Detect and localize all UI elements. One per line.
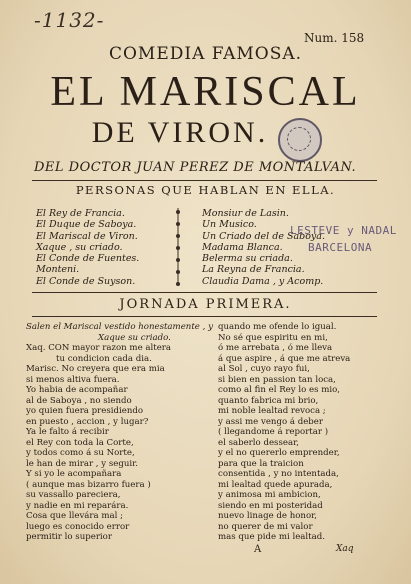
verse-line: al de Saboya , no siendo	[26, 395, 132, 406]
verse-line: y assi me vengo á deber	[218, 416, 323, 427]
verse-line: el Rey con toda la Corte,	[26, 437, 134, 448]
cast-member: Un Criado del de Saboya.	[202, 230, 325, 242]
verse-line: mi noble lealtad revoca ;	[218, 406, 326, 416]
cast-list-right	[202, 208, 325, 287]
verse-line: quanto fabrica mi brio,	[218, 395, 319, 406]
divider	[32, 292, 377, 293]
verse-line: ó me arrebata , ó me lleva	[218, 343, 333, 353]
cast-member: Madama Blanca.	[202, 241, 283, 253]
cast-member: Claudia Dama , y Acomp.	[202, 275, 324, 287]
verse-column-left	[26, 322, 213, 543]
verse-line: quando me ofende lo igual.	[218, 322, 337, 332]
catchword: Xaq	[336, 544, 354, 554]
cast-member: Belerma su criada.	[202, 253, 293, 265]
verse-line: luego es conocido error	[26, 521, 130, 532]
divider	[32, 180, 377, 181]
cast-member: El Conde de Suyson.	[36, 275, 136, 287]
verse-line: el saberlo dessear,	[218, 437, 299, 448]
act-heading: JORNADA PRIMERA.	[119, 297, 292, 312]
verse-line: y el no quererlo emprender,	[218, 448, 340, 458]
verse-line: tu condicion cada dia.	[56, 353, 152, 364]
verse-line: si bien en passion tan loca,	[218, 374, 336, 385]
cast-member: El Conde de Fuentes.	[36, 253, 140, 265]
verse-line: á que aspire , á que me atreva	[218, 353, 351, 364]
verse-line: nuevo linage de honor,	[218, 511, 318, 521]
personas-heading: PERSONAS QUE HABLAN EN ELLA.	[75, 183, 336, 197]
verse-line: para que la traicion	[218, 458, 304, 469]
verse-line: Marisc. No creyera que era mia	[26, 364, 165, 374]
title-line-1: EL MARISCAL	[50, 69, 361, 115]
verse-line: y todos como á su Norte,	[26, 448, 135, 458]
cast-member: El Mariscal de Viron.	[36, 230, 138, 242]
verse-line: No sé que espiritu en mi,	[218, 332, 328, 343]
divider	[32, 316, 377, 317]
verse-line: no querer de mi valor	[218, 521, 313, 532]
handwritten-number: -1132-	[34, 8, 105, 32]
number-label: Num. 158	[304, 31, 365, 45]
verse-line: Y si yo le acompañara	[26, 469, 122, 479]
verse-line: Ya le falto á recibir	[26, 427, 109, 437]
cast-list-left	[36, 208, 139, 287]
cast-member: La Reyna de Francia.	[202, 264, 305, 276]
verse-line: mi lealtad quede apurada,	[218, 479, 333, 490]
cast-member: El Duque de Saboya.	[36, 219, 137, 231]
genre-heading: COMEDIA FAMOSA.	[108, 44, 303, 64]
verse-line: consentida , y no intentada,	[218, 469, 339, 479]
cast-member: Monteni.	[36, 264, 80, 276]
title-line-2: DE VIRON.	[91, 116, 269, 149]
signature-mark: A	[254, 544, 262, 555]
verse-line: ( aunque mas bizarro fuera )	[26, 479, 151, 490]
verse-line: Xaque su criado.	[98, 332, 171, 343]
cast-member: El Rey de Francia.	[36, 208, 125, 219]
verse-line: le han de mirar , y seguir.	[26, 458, 139, 469]
ownership-stamp-line-2: BARCELONA	[308, 241, 373, 254]
verse-line: Salen el Mariscal vestido honestamente , y	[26, 322, 213, 332]
verse-line: y nadie en mi reparára.	[26, 500, 129, 511]
verse-line: al Sol , cuyo rayo fui,	[218, 364, 310, 374]
verse-line: yo quien fuera presidiendo	[26, 406, 144, 416]
verse-line: Xaq. CON mayor razon me altera	[26, 343, 172, 353]
cast-member: Monsiur de Lasin.	[202, 208, 289, 219]
cast-member: Xaque , su criado.	[36, 241, 123, 253]
ornamental-divider	[170, 206, 186, 288]
library-seal-stamp	[278, 118, 322, 162]
cast-member: Un Musico.	[202, 219, 257, 231]
verse-line: ( llegandome á reportar )	[218, 427, 329, 437]
verse-column-right	[218, 322, 383, 543]
author-line: DEL DOCTOR JUAN PEREZ DE MONTALVAN.	[34, 160, 357, 175]
verse-line: mas que pide mi lealtad.	[218, 532, 325, 542]
verse-line: siendo en mi posteridad	[218, 500, 323, 511]
verse-line: si menos altiva fuera.	[26, 374, 120, 385]
verse-line: y animosa mi ambicion,	[218, 490, 321, 500]
verse-line: permitir lo superior	[26, 532, 112, 542]
ownership-stamp-line-1: LESTEVE y NADAL	[290, 224, 397, 237]
verse-line: Yo habia de acompañar	[26, 385, 128, 395]
verse-line: Cosa que llevára mal ;	[26, 511, 124, 521]
verse-line: como al fin el Rey lo es mio,	[218, 385, 341, 395]
verse-line: su vassallo pareciera,	[26, 490, 121, 500]
verse-line: en puesto , accion , y lugar?	[26, 416, 149, 427]
